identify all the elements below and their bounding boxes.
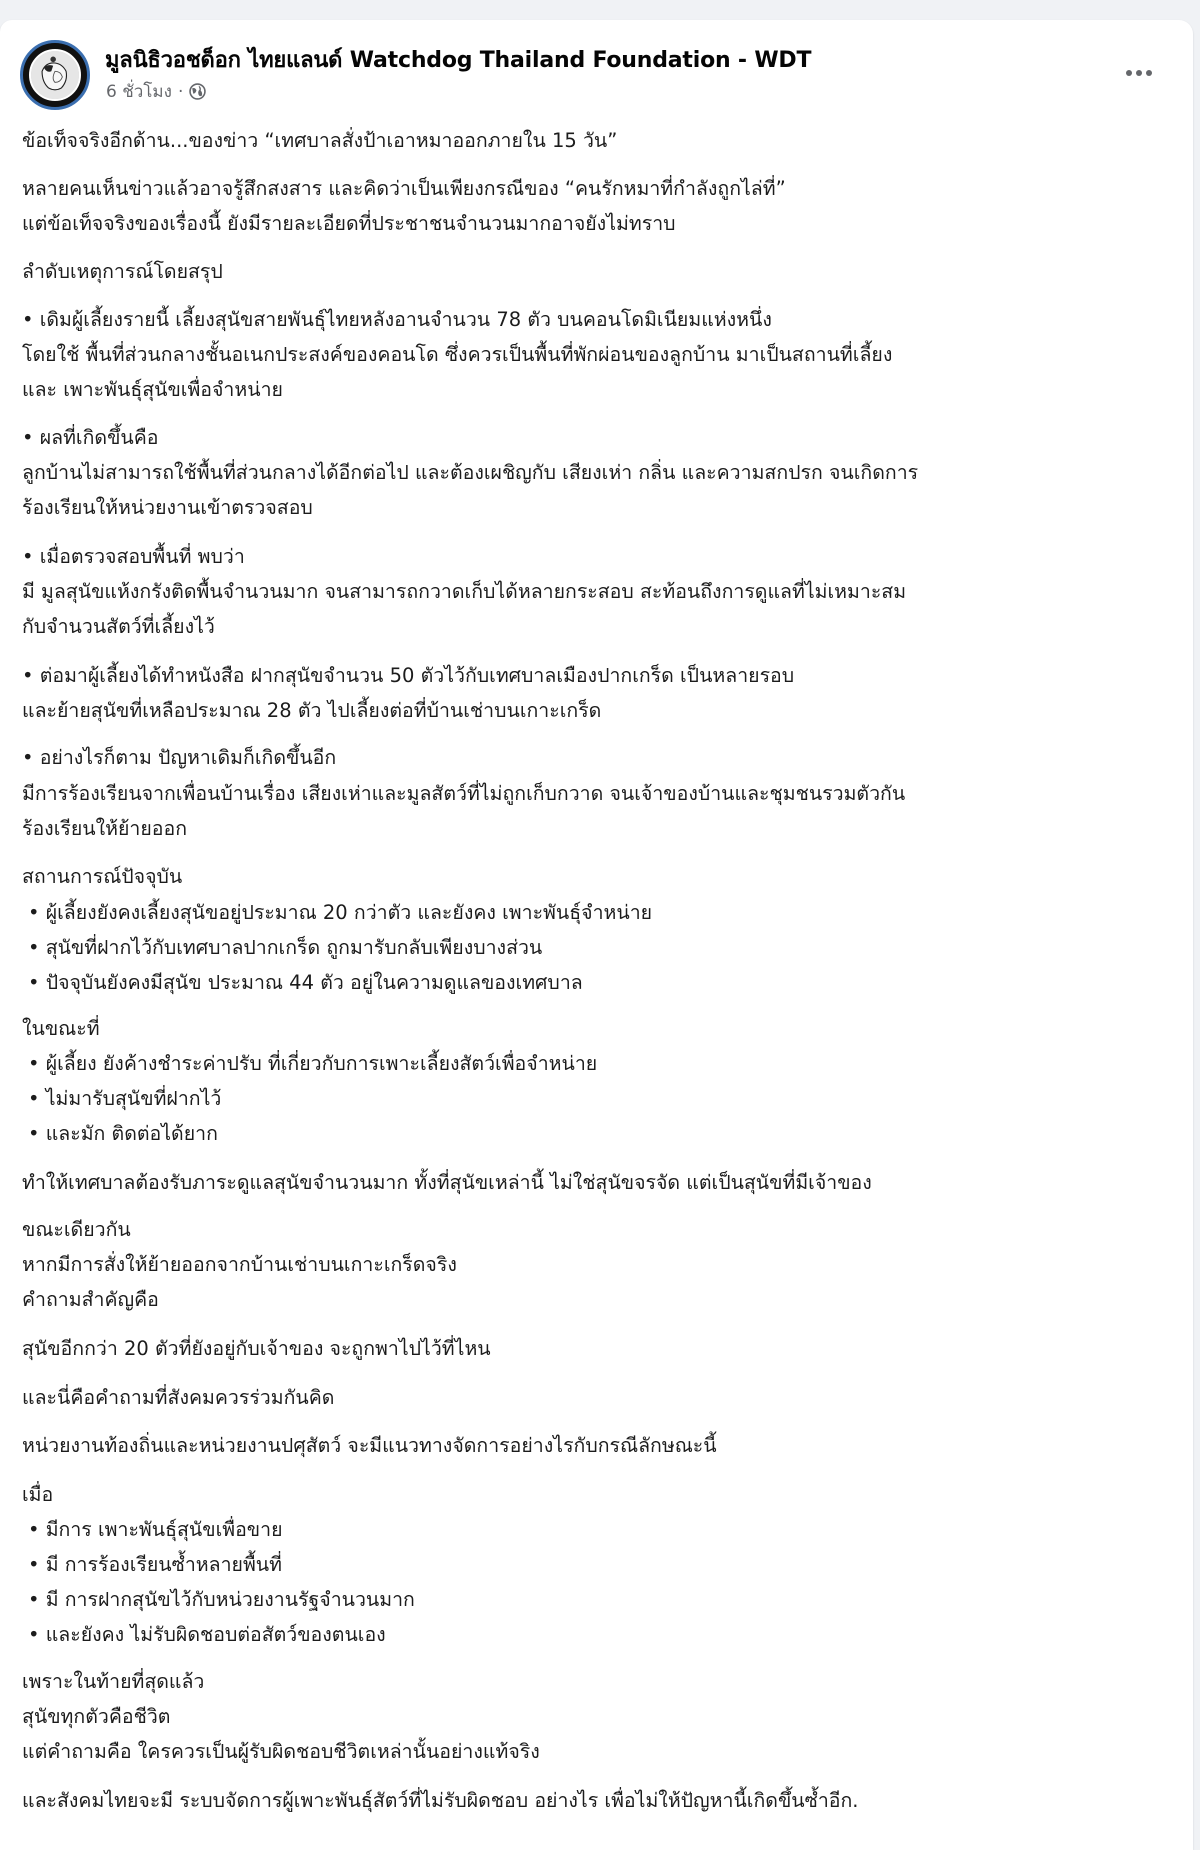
post-timestamp[interactable]: 6 ชั่วโมง (106, 82, 172, 102)
post-text-line: • เมื่อตรวจสอบพื้นที่ พบว่า (22, 545, 245, 568)
post-text-line: และสังคมไทยจะมี ระบบจัดการผู้เพาะพันธุ์สัตว์ที่ไม่รับผิดชอบ อย่างไร เพื่อไม่ให้ปัญหานี้เกิดขึ้นซ้ำอีก. (22, 1789, 859, 1812)
post-sub-bullet-line: • ผู้เลี้ยงยังคงเลี้ยงสุนัขอยู่ประมาณ 20 กว่าตัว และยังคง เพาะพันธุ์จำหน่าย (28, 901, 653, 924)
post-text-line: ขณะเดียวกัน (22, 1218, 131, 1241)
post-sub-bullet-line: • ปัจจุบันยังคงมีสุนัข ประมาณ 44 ตัว อยู่ในความดูแลของเทศบาล (28, 971, 583, 994)
post-sub-bullet-line: • ไม่มารับสุนัขที่ฝากไว้ (28, 1087, 222, 1110)
post-text-line: หลายคนเห็นข่าวแล้วอาจรู้สึกสงสาร และคิดว่าเป็นเพียงกรณีของ “คนรักหมาที่กำลังถูกไล่ที่” (22, 177, 786, 200)
post-text-line: และนี่คือคำถามที่สังคมควรร่วมกันคิด (22, 1386, 335, 1409)
post-text-line: แต่คำถามคือ ใครควรเป็นผู้รับผิดชอบชีวิตเหล่านั้นอย่างแท้จริง (22, 1740, 540, 1763)
post-text-line: สุนัขอีกกว่า 20 ตัวที่ยังอยู่กับเจ้าของ จะถูกพาไปไว้ที่ไหน (22, 1337, 491, 1360)
post-text-line: • อย่างไรก็ตาม ปัญหาเดิมก็เกิดขึ้นอีก (22, 746, 337, 769)
watchdog-logo-icon (29, 49, 81, 101)
page-avatar[interactable] (20, 40, 90, 110)
post-text-line: แต่ข้อเท็จจริงของเรื่องนี้ ยังมีรายละเอียดที่ประชาชนจำนวนมากอาจยังไม่ทราบ (22, 212, 676, 235)
more-dot (1146, 70, 1152, 76)
more-horizontal-icon (1126, 70, 1132, 76)
post-text-line: ลำดับเหตุการณ์โดยสรุป (22, 260, 223, 283)
post-sub-bullet-line: • มี การร้องเรียนซ้ำหลายพื้นที่ (28, 1553, 282, 1576)
post-text-line: ร้องเรียนให้ย้ายออก (22, 817, 188, 840)
post-text-line: หน่วยงานท้องถิ่นและหน่วยงานปศุสัตว์ จะมีแนวทางจัดการอย่างไรกับกรณีลักษณะนี้ (22, 1434, 717, 1457)
post-text-line: มีการร้องเรียนจากเพื่อนบ้านเรื่อง เสียงเห่าและมูลสัตว์ที่ไม่ถูกเก็บกวาด จนเจ้าของบ้านและชุมชนรวมตัวกัน (22, 782, 906, 805)
globe-icon (189, 83, 206, 100)
post-text-line: เพราะในท้ายที่สุดแล้ว (22, 1670, 205, 1693)
post-text-line: ลูกบ้านไม่สามารถใช้พื้นที่ส่วนกลางได้อีกต่อไป และต้องเผชิญกับ เสียงเห่า กลิ่น และความสกปรก จนเกิดการ (22, 461, 919, 484)
post-text-line: ร้องเรียนให้หน่วยงานเข้าตรวจสอบ (22, 496, 313, 519)
post-text-line: เมื่อ (22, 1483, 54, 1506)
post-text-line: • ผลที่เกิดขึ้นคือ (22, 426, 159, 449)
post-text-line: กับจำนวนสัตว์ที่เลี้ยงไว้ (22, 615, 215, 638)
post-text-line: ทำให้เทศบาลต้องรับภาระดูแลสุนัขจำนวนมาก ทั้งที่สุนัขเหล่านี้ ไม่ใช่สุนัขจรจัด แต่เป็นสุนัขที่มีเจ้าของ (22, 1171, 872, 1194)
more-dot (1136, 70, 1142, 76)
post-text-line: สถานการณ์ปัจจุบัน (22, 865, 183, 888)
post-meta (106, 78, 206, 105)
post-text-line: และ เพาะพันธุ์สุนัขเพื่อจำหน่าย (22, 378, 283, 401)
post-text-line: ในขณะที่ (22, 1017, 100, 1040)
post-text-line: ข้อเท็จจริงอีกด้าน...ของข่าว “เทศบาลสั่งป้าเอาหมาออกภายใน 15 วัน” (22, 129, 618, 152)
more-options-button[interactable] (1116, 58, 1162, 88)
meta-separator: · (177, 81, 184, 102)
post-sub-bullet-line: • ผู้เลี้ยง ยังค้างชำระค่าปรับ ที่เกี่ยวกับการเพาะเลี้ยงสัตว์เพื่อจำหน่าย (28, 1052, 598, 1075)
post-sub-bullet-line: • มี การฝากสุนัขไว้กับหน่วยงานรัฐจำนวนมาก (28, 1588, 415, 1611)
post-sub-bullet-line: • สุนัขที่ฝากไว้กับเทศบาลปากเกร็ด ถูกมารับกลับเพียงบางส่วน (28, 936, 543, 959)
post-text-line: มี มูลสุนัขแห้งกรังติดพื้นจำนวนมาก จนสามารถกวาดเก็บได้หลายกระสอบ สะท้อนถึงการดูแลที่ไม่เหมาะสม (22, 580, 907, 603)
post-text-line: สุนัขทุกตัวคือชีวิต (22, 1705, 171, 1728)
post-text-line: คำถามสำคัญคือ (22, 1288, 159, 1311)
post-text-line: หากมีการสั่งให้ย้ายออกจากบ้านเช่าบนเกาะเกร็ดจริง (22, 1253, 457, 1276)
post-text-line: และย้ายสุนัขที่เหลือประมาณ 28 ตัว ไปเลี้ยงต่อที่บ้านเช่าบนเกาะเกร็ด (22, 699, 602, 722)
post-sub-bullet-line: • และยังคง ไม่รับผิดชอบต่อสัตว์ของตนเอง (28, 1623, 386, 1646)
post-text-line: • ต่อมาผู้เลี้ยงได้ทำหนังสือ ฝากสุนัขจำนวน 50 ตัวไว้กับเทศบาลเมืองปากเกร็ด เป็นหลายรอบ (22, 664, 795, 687)
page-name-link[interactable]: มูลนิธิวอชด็อก ไทยแลนด์ Watchdog Thailand Foundation - WDT (105, 48, 812, 73)
post-text-line: โดยใช้ พื้นที่ส่วนกลางชั้นอเนกประสงค์ของคอนโด ซึ่งควรเป็นพื้นที่พักผ่อนของลูกบ้าน มาเป็นสถานที่เลี้ยง (22, 343, 893, 366)
post-sub-bullet-line: • และมัก ติดต่อได้ยาก (28, 1122, 218, 1145)
post-sub-bullet-line: • มีการ เพาะพันธุ์สุนัขเพื่อขาย (28, 1518, 283, 1541)
post-text-line: • เดิมผู้เลี้ยงรายนี้ เลี้ยงสุนัขสายพันธุ์ไทยหลังอานจำนวน 78 ตัว บนคอนโดมิเนียมแห่งหนึ่ง (22, 308, 772, 331)
